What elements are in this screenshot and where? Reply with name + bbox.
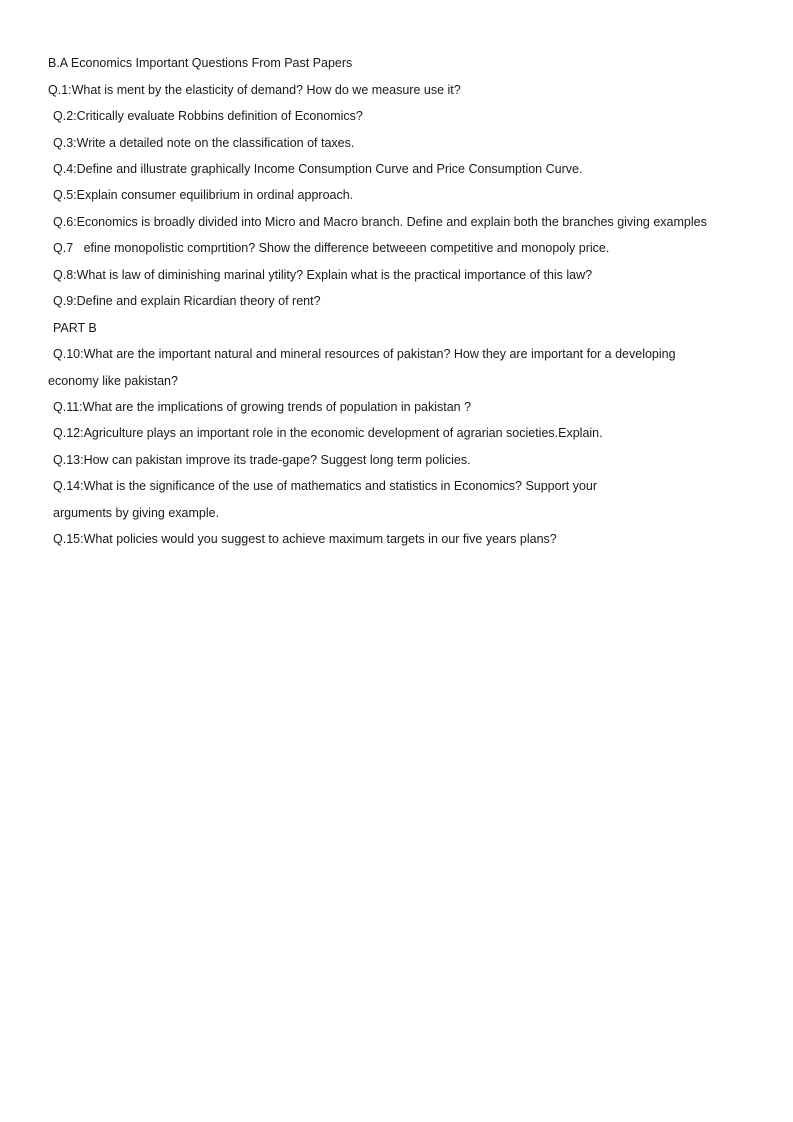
question-15: Q.15:What policies would you suggest to achieve maximum targets in our five years plans? <box>53 532 557 546</box>
question-12: Q.12:Agriculture plays an important role in the economic development of agrarian societies.Explain. <box>53 426 603 440</box>
question-10: Q.10:What are the important natural and mineral resources of pakistan? How they are important for a developing <box>53 347 676 361</box>
question-1: Q.1:What is ment by the elasticity of demand? How do we measure use it? <box>48 83 461 97</box>
question-2: Q.2:Critically evaluate Robbins definition of Economics? <box>53 109 363 123</box>
question-9: Q.9:Define and explain Ricardian theory of rent? <box>53 294 321 308</box>
question-8: Q.8:What is law of diminishing marinal ytility? Explain what is the practical importance of this law? <box>53 268 593 282</box>
question-13: Q.13:How can pakistan improve its trade-gape? Suggest long term policies. <box>53 453 471 467</box>
question-7: Q.7 efine monopolistic comprtition? Show the difference betweeen competitive and monopoly price. <box>53 241 610 255</box>
section-heading-part-b: PART B <box>53 321 97 335</box>
question-4: Q.4:Define and illustrate graphically Income Consumption Curve and Price Consumption Curve. <box>53 162 583 176</box>
document-title: B.A Economics Important Questions From Past Papers <box>48 56 353 70</box>
question-14: Q.14:What is the significance of the use of mathematics and statistics in Economics? Support your <box>53 479 598 493</box>
question-11: Q.11:What are the implications of growing trends of population in pakistan ? <box>53 400 472 414</box>
question-3: Q.3:Write a detailed note on the classification of taxes. <box>53 136 355 150</box>
question-5: Q.5:Explain consumer equilibrium in ordinal approach. <box>53 188 354 202</box>
question-14-continued: arguments by giving example. <box>53 506 220 520</box>
question-10-continued: economy like pakistan? <box>48 374 178 388</box>
question-6: Q.6:Economics is broadly divided into Micro and Macro branch. Define and explain both the branches giving examples <box>53 215 707 229</box>
